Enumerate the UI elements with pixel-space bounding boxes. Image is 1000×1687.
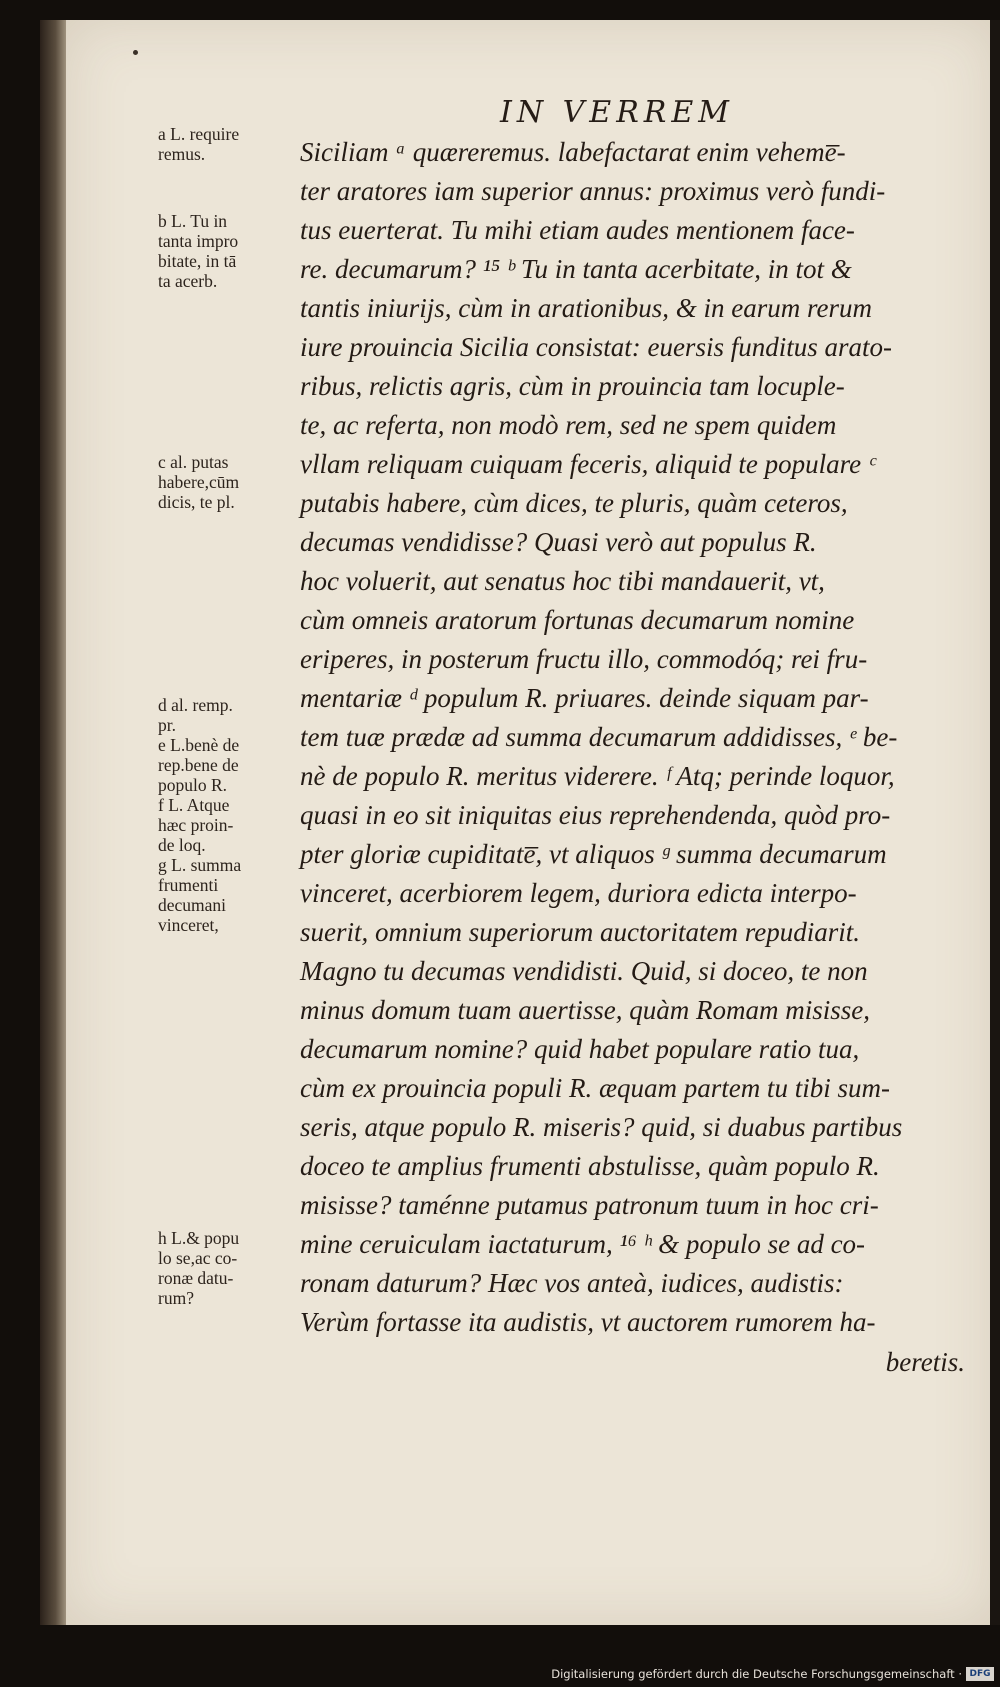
margin-note-line: tanta impro: [158, 231, 239, 251]
ink-speck: [133, 50, 138, 55]
text-line: ronam daturum? Hæc vos anteà, iudices, audistis:: [300, 1268, 844, 1298]
text-line: misisse? taménne putamus patronum tuum in hoc cri-: [300, 1190, 879, 1220]
text-line: cùm ex prouincia populi R. æquam partem tu tibi sum-: [300, 1073, 890, 1103]
margin-note-line: lo se,ac co-: [158, 1248, 238, 1268]
text-line: vllam reliquam cuiquam feceris, aliquid te populare ᶜ: [300, 449, 876, 479]
text-line: nè de populo R. meritus viderere. ᶠ Atq; perinde loquor,: [300, 761, 895, 791]
text-line: eriperes, in posterum fructu illo, commodóq; rei fru-: [300, 644, 868, 674]
text-line: te, ac referta, non modò rem, sed ne spem quidem: [300, 410, 837, 440]
text-line: cùm omneis aratorum fortunas decumarum nomine: [300, 605, 855, 635]
book-gutter: [40, 20, 66, 1625]
text-line: re. decumarum? ¹⁵ ᵇ Tu in tanta acerbitate, in tot &: [300, 254, 852, 284]
text-line: ribus, relictis agris, cùm in prouincia tam locuple-: [300, 371, 845, 401]
margin-note-d-g: [158, 695, 303, 935]
text-line: mentariæ ᵈ populum R. priuares. deinde siquam par-: [300, 683, 869, 713]
margin-note-a: [158, 124, 303, 164]
margin-note-line: f L. Atque: [158, 795, 230, 815]
margin-note-line: dicis, te pl.: [158, 492, 235, 512]
margin-note-c: [158, 452, 303, 512]
dfg-logo: DFG: [966, 1667, 994, 1681]
margin-note-b: [158, 211, 303, 291]
margin-note-line: e L.benè de: [158, 735, 240, 755]
text-line: iure prouincia Sicilia consistat: euersis funditus arato-: [300, 332, 892, 362]
text-line: decumarum nomine? quid habet populare ratio tua,: [300, 1034, 860, 1064]
page-edge: [990, 20, 1000, 1625]
margin-note-line: remus.: [158, 144, 206, 164]
margin-note-line: rep.bene de: [158, 755, 239, 775]
margin-note-line: frumenti: [158, 875, 219, 895]
text-line: mine ceruiculam iactaturum, ¹⁶ ʰ & populo se ad co-: [300, 1229, 866, 1259]
text-line: suerit, omnium superiorum auctoritatem repudiarit.: [300, 917, 860, 947]
funding-credit: Digitalisierung gefördert durch die Deutsche Forschungsgemeinschaft ·: [551, 1667, 962, 1681]
text-line: quasi in eo sit iniquitas eius reprehendenda, quòd pro-: [300, 800, 891, 830]
text-line: pter gloriæ cupiditate̅, vt aliquos ᵍ summa decumarum: [300, 839, 887, 869]
text-line-catchword: beretis.: [885, 1347, 965, 1377]
margin-note-line: a L. require: [158, 124, 240, 144]
text-line: seris, atque populo R. miseris? quid, si duabus partibus: [300, 1112, 903, 1142]
text-line: putabis habere, cùm dices, te pluris, quàm ceteros,: [300, 488, 848, 518]
margin-note-line: decumani: [158, 895, 227, 915]
margin-note-line: pr.: [158, 715, 176, 735]
margin-note-line: c al. putas: [158, 452, 229, 472]
text-line: Magno tu decumas vendidisti. Quid, si doceo, te non: [300, 956, 868, 986]
margin-note-line: de loq.: [158, 835, 206, 855]
margin-note-line: b L. Tu in: [158, 211, 228, 231]
margin-note-h: [158, 1228, 303, 1308]
digitization-footer: [0, 1664, 1000, 1687]
text-line: Siciliam ᵃ quæreremus. labefactarat enim veheme̅-: [300, 137, 846, 167]
text-line: minus domum tuam auertisse, quàm Romam misisse,: [300, 995, 870, 1025]
margin-note-line: g L. summa: [158, 855, 242, 875]
margin-note-line: vinceret,: [158, 915, 219, 935]
text-line: ter aratores iam superior annus: proximus verò fundi-: [300, 176, 886, 206]
margin-note-line: ta acerb.: [158, 271, 218, 291]
margin-note-line: bitate, in tā: [158, 251, 237, 271]
text-line: vinceret, acerbiorem legem, duriora edicta interpo-: [300, 878, 857, 908]
text-line: doceo te amplius frumenti abstulisse, quàm populo R.: [300, 1151, 880, 1181]
margin-note-line: d al. remp.: [158, 695, 233, 715]
text-line: tem tuæ prædæ ad summa decumarum addidisses, ᵉ be-: [300, 722, 898, 752]
margin-note-line: rum?: [158, 1288, 194, 1308]
text-line: Verùm fortasse ita audistis, vt auctorem rumorem ha-: [300, 1307, 876, 1337]
running-title: IN VERREM: [500, 95, 734, 130]
margin-note-line: habere,cūm: [158, 472, 240, 492]
text-line: tus euerterat. Tu mihi etiam audes mentionem face-: [300, 215, 855, 245]
margin-note-line: h L.& popu: [158, 1228, 240, 1248]
margin-note-line: hæc proin-: [158, 815, 234, 835]
text-line: decumas vendidisse? Quasi verò aut populus R.: [300, 527, 817, 557]
text-line: hoc voluerit, aut senatus hoc tibi mandauerit, vt,: [300, 566, 825, 596]
margin-note-line: ronæ datu-: [158, 1268, 234, 1288]
text-line: tantis iniurijs, cùm in arationibus, & in earum rerum: [300, 293, 873, 323]
margin-note-line: populo R.: [158, 775, 228, 795]
